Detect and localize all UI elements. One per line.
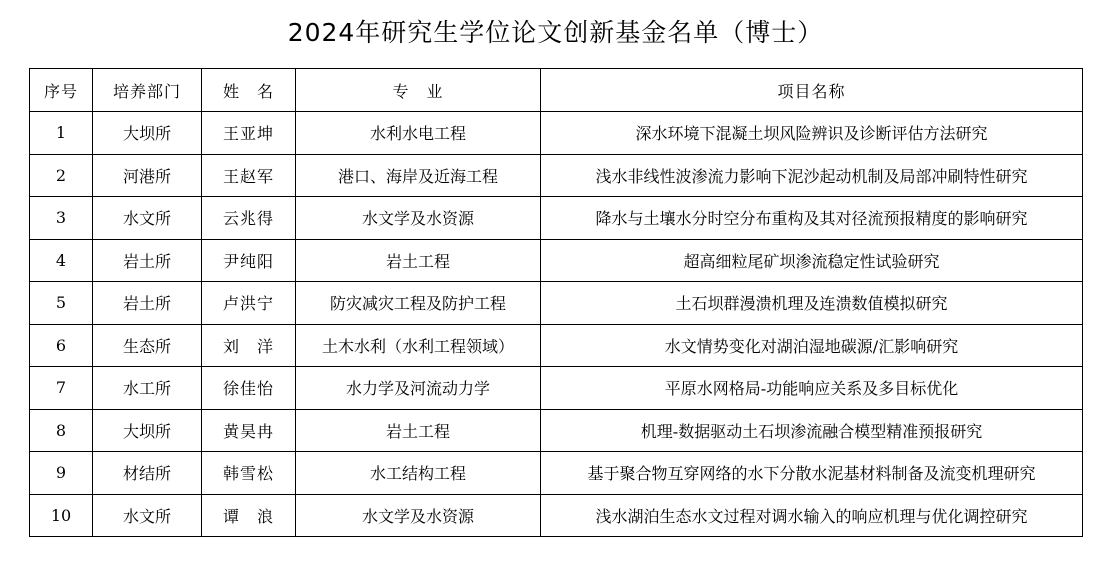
row-department: 岩土所 — [93, 239, 202, 282]
row-project-title: 平原水网格局-功能响应关系及多目标优化 — [541, 367, 1083, 410]
row-index: 3 — [30, 197, 93, 240]
row-department: 材结所 — [93, 452, 202, 495]
row-index: 10 — [30, 494, 93, 537]
row-major: 水文学及水资源 — [296, 494, 541, 537]
table-row — [30, 367, 1083, 410]
row-project-title: 浅水非线性波渗流力影响下泥沙起动机制及局部冲刷特性研究 — [541, 154, 1083, 197]
row-major: 水文学及水资源 — [296, 197, 541, 240]
row-student-name: 王亚坤 — [202, 112, 296, 155]
page-title: 2024年研究生学位论文创新基金名单（博士） — [287, 18, 824, 47]
row-major: 水利水电工程 — [296, 112, 541, 155]
row-index: 8 — [30, 409, 93, 452]
column-header-name: 姓 名 — [202, 69, 296, 112]
row-index: 2 — [30, 154, 93, 197]
row-project-title: 机理-数据驱动土石坝渗流融合模型精准预报研究 — [541, 409, 1083, 452]
header-row — [30, 69, 1083, 112]
column-header-major: 专 业 — [296, 69, 541, 112]
row-project-title: 深水环境下混凝土坝风险辨识及诊断评估方法研究 — [541, 112, 1083, 155]
table-row — [30, 154, 1083, 197]
table-row — [30, 239, 1083, 282]
row-index: 1 — [30, 112, 93, 155]
table-row — [30, 494, 1083, 537]
table-row — [30, 282, 1083, 325]
row-major: 岩土工程 — [296, 409, 541, 452]
column-header-project: 项目名称 — [541, 69, 1083, 112]
row-major: 水工结构工程 — [296, 452, 541, 495]
column-header-index: 序号 — [30, 69, 93, 112]
row-project-title: 基于聚合物互穿网络的水下分散水泥基材料制备及流变机理研究 — [541, 452, 1083, 495]
roster-table — [29, 68, 1083, 537]
row-index: 9 — [30, 452, 93, 495]
row-major: 水力学及河流动力学 — [296, 367, 541, 410]
row-index: 4 — [30, 239, 93, 282]
row-project-title: 水文情势变化对湖泊湿地碳源/汇影响研究 — [541, 324, 1083, 367]
row-student-name: 尹纯阳 — [202, 239, 296, 282]
row-major: 土木水利（水利工程领域） — [296, 324, 541, 367]
table-row — [30, 452, 1083, 495]
row-student-name: 王赵军 — [202, 154, 296, 197]
row-major: 防灾减灾工程及防护工程 — [296, 282, 541, 325]
row-index: 6 — [30, 324, 93, 367]
row-project-title: 土石坝群漫溃机理及连溃数值模拟研究 — [541, 282, 1083, 325]
row-department: 大坝所 — [93, 112, 202, 155]
row-project-title: 降水与土壤水分时空分布重构及其对径流预报精度的影响研究 — [541, 197, 1083, 240]
row-student-name: 卢洪宁 — [202, 282, 296, 325]
table-row — [30, 409, 1083, 452]
row-project-title: 浅水湖泊生态水文过程对调水输入的响应机理与优化调控研究 — [541, 494, 1083, 537]
row-student-name: 刘 洋 — [202, 324, 296, 367]
table-row — [30, 197, 1083, 240]
row-major: 岩土工程 — [296, 239, 541, 282]
row-department: 水文所 — [93, 494, 202, 537]
row-department: 生态所 — [93, 324, 202, 367]
table-row — [30, 112, 1083, 155]
row-department: 大坝所 — [93, 409, 202, 452]
row-department: 水工所 — [93, 367, 202, 410]
row-major: 港口、海岸及近海工程 — [296, 154, 541, 197]
row-index: 5 — [30, 282, 93, 325]
row-department: 岩土所 — [93, 282, 202, 325]
row-student-name: 徐佳怡 — [202, 367, 296, 410]
row-student-name: 黄昊冉 — [202, 409, 296, 452]
row-department: 河港所 — [93, 154, 202, 197]
column-header-department: 培养部门 — [93, 69, 202, 112]
row-student-name: 云兆得 — [202, 197, 296, 240]
row-project-title: 超高细粒尾矿坝渗流稳定性试验研究 — [541, 239, 1083, 282]
row-index: 7 — [30, 367, 93, 410]
row-student-name: 韩雪松 — [202, 452, 296, 495]
row-department: 水文所 — [93, 197, 202, 240]
table-row — [30, 324, 1083, 367]
row-student-name: 谭 浪 — [202, 494, 296, 537]
